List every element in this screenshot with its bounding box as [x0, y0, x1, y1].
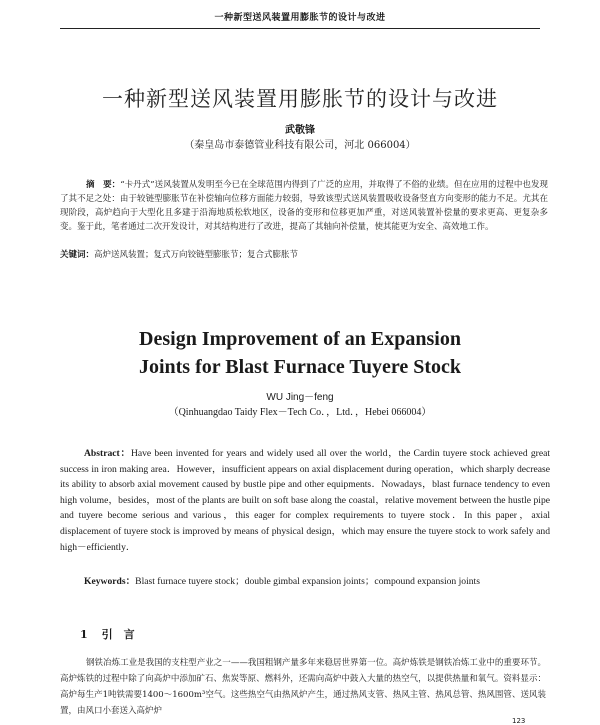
keywords-english	[60, 574, 560, 589]
keywords-chinese-label: 关键词：	[60, 250, 95, 260]
keywords-chinese	[60, 248, 548, 262]
section-number: 1	[80, 628, 88, 641]
keywords-english-text: Blast furnace tuyere stock；double gimbal expansion joints；compound expansion joints	[135, 576, 480, 587]
title-english-line-2: Joints for Blast Furnace Tuyere Stock	[138, 356, 462, 378]
section-heading	[80, 626, 149, 642]
author-chinese: 武敬锋	[285, 125, 315, 136]
abstract-chinese-text: “卡丹式”送风装置从发明至今已在全球范围内得到了广泛的应用，并取得了不俗的业绩。但在应用的过程中也发现了其不足之处：由于较链型膨胀节在补偿轴向位移方面能力较弱，导致该型式送风装置吸收设备竖直方向变形的能力不足。尤其在现阶段，高炉趋向于大型化且多建于沿海地质松软地区，设备的变形和位移更加严重，对送风装置补偿量的要求更高、更复杂多变。鉴于此，笔者通过二次开发设计，对其结构进行了改进，提高了其轴向补偿量，使其能更为安全、高效地工作。	[60, 180, 548, 232]
abstract-chinese	[60, 178, 548, 234]
section-title: 引 言	[101, 628, 135, 641]
abstract-english-label: Abstract：	[84, 448, 131, 459]
page-number: 123	[512, 717, 526, 725]
keywords-english-label: Keywords：	[84, 576, 136, 587]
title-english	[0, 325, 600, 381]
abstract-english	[60, 446, 550, 555]
affiliation-chinese: （秦皇岛市泰德管业科技有限公司，河北 066004）	[184, 140, 416, 151]
header-rule	[60, 28, 540, 29]
abstract-english-text: Have been invented for years and widely used all over the world，the Cardin tuyere stock achieved great success in iron making area．However，insufficient appears on axial displacement during operation，which sharply decrease its ability to absorb axial movement caused by bustle pipe and other equipments．Nowadays，blast furnace tendency to even high volume，besides，most of the plants are built on soft base along the coastal，relative movement between the hustle pipe and tuyere become serious and various，this eager for complex requirements to tuyere stock．In this paper，axial displacement of tuyere stock is improved by means of physical design，which may ensure the tuyere stock to work safely and high－efficiently．	[60, 448, 551, 553]
abstract-chinese-label: 摘 要：	[86, 180, 121, 190]
running-head: 一种新型送风装置用膨胀节的设计与改进	[214, 13, 386, 23]
body-paragraph: 钢铁冶炼工业是我国的支柱型产业之一——我国粗钢产量多年来稳居世界第一位。高炉炼铁是钢铁冶炼工业中的重要环节。高炉炼铁的过程中除了向高炉中添加矿石、焦炭等原、燃料外，还需向高炉中鼓入大量的热空气，以提供热量和氧气。资料显示：高炉每生产1吨铁需要1400～1600m³空气。这些热空气由热风炉产生，通过热风支管、热风主管、热风总管、热风围管、送风装置，由风口小套送入高炉炉	[60, 658, 546, 716]
title-chinese: 一种新型送风装置用膨胀节的设计与改进	[102, 87, 498, 111]
author-english: WU Jing－feng	[266, 392, 334, 403]
affiliation-english: （Qinhuangdao Taidy Flex－Tech Co．，Ltd．，Hebei 066004）	[168, 407, 432, 418]
title-english-line-1: Design Improvement of an Expansion	[139, 328, 461, 350]
keywords-chinese-text: 高炉送风装置；复式万向铰链型膨胀节；复合式膨胀节	[94, 250, 299, 260]
